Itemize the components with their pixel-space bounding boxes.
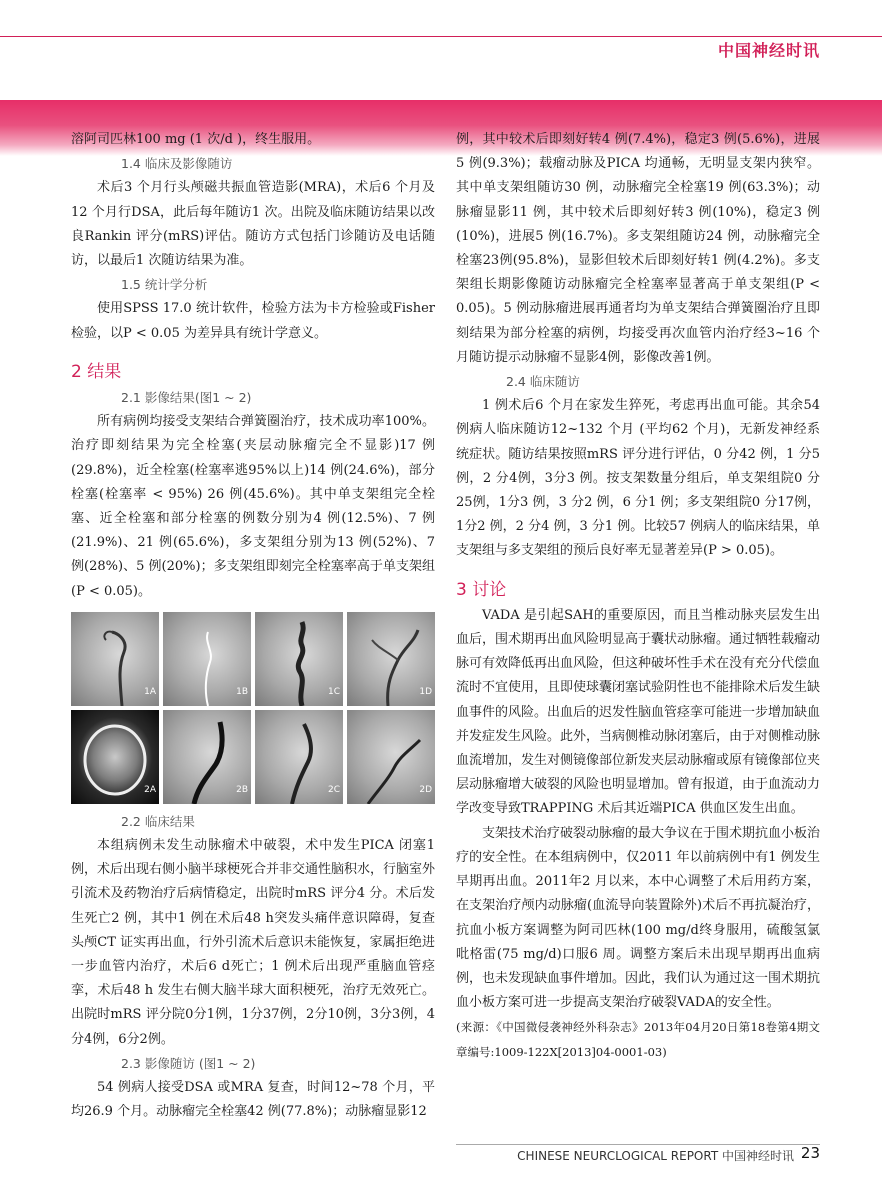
paragraph: 例，其中较术后即刻好转4 例(7.4%)，稳定3 例(5.6%)，进展5 例(9.3%)；载瘤动脉及PICA 均通畅，无明显支架内狭窄。其中单支架组随访30 例，动脉瘤完全栓塞19 例(63.3%)；动脉瘤显影11 例，其中较术后即刻好转3 例(10%)，稳定3 例(10%)，进展5 例(16.7%)。多支架组随访24 例，动脉瘤完全栓塞23例(95.8%)，显影但较术后即刻好转1 例(4.2%)。多支架组长期影像随访动脉瘤完全栓塞率显著高于单支架组(P < 0.05)。5 例动脉瘤进展再通者均为单支架结合弹簧圈治疗且即刻结果为部分栓塞的病例，均接受再次血管内治疗经3~16 个月随访提示动脉瘤不显影4例，影像改善1例。 (456, 132, 820, 365)
paragraph: 1 例术后6 个月在家发生猝死，考虑再出血可能。其余54 例病人临床随访12~132 个月 (平均62 个月)，无新发神经系统症状。随访结果按照mRS 评分进行评估，0 分42 例，1 分5 例，2 分4例，3分3 例。按支架数量分组后，单支架组院0 分25例，1分3 例，3 分2 例，6 分1 例；多支架组院0 分17例，1分2 例，2 分4 例，3 分1 例。比较57 例病人的临床结果，单支架组与多支架组的预后良好率无显著差异(P > 0.05)。 (456, 398, 820, 559)
page-footer (0, 1140, 882, 1170)
angiogram-image (347, 710, 435, 804)
figure-label: 1C (327, 686, 340, 697)
paragraph: VADA 是引起SAH的重要原因，而且当椎动脉夹层发生出血后，围术期再出血风险明显高于囊状动脉瘤。通过牺牲载瘤动脉可有效降低再出血风险，但这种破坏性手术在没有充分代偿血流时不宜使用，且即使球囊闭塞试验阴性也不能排除术后发生缺血事件的风险。出血后的迟发性脑血管痉挛可能进一步增加缺血并发症发生风险。此外，当病侧椎动脉闭塞后，由于对侧椎动脉血流增加，发生对侧镜像部位新发夹层动脉瘤或原有镜像部位夹层动脉瘤增大破裂的风险也明显增加。曾有报道，由于血流动力学改变导致TRAPPING 术后其近端PICA 供血区发生出血。 (456, 607, 821, 817)
paragraph: 溶阿司匹林100 mg (1 次/d )，终生服用。 (71, 132, 321, 147)
figure-label: 1A (144, 686, 156, 697)
angiogram-image (163, 710, 251, 804)
angiogram-image (255, 710, 343, 804)
paragraph: 所有病例均接受支架结合弹簧圈治疗，技术成功率100%。治疗即刻结果为完全栓塞(夹层动脉瘤完全不显影)17 例(29.8%)，近全栓塞(栓塞率逃95%以上)14 例(24.6%)，部分栓塞(栓塞率 < 95%) 26 例(45.6%)。其中单支架组完全栓塞、近全栓塞和部分栓塞的例数分别为4 例(12.5%)、7 例(21.9%)、21 例(65.6%)，多支架组分别为13 例(52%)、7 例(28%)、5 例(20%)；多支架组即刻完全栓塞率高于单支架组(P < 0.05)。 (71, 414, 435, 599)
subheading: 2.1 影像结果(图1 ~ 2) (121, 390, 252, 406)
figure-label: 1B (236, 686, 248, 697)
subheading: 1.5 统计学分析 (121, 277, 208, 293)
footer-rule (456, 1144, 820, 1145)
figure-label: 2B (236, 784, 248, 795)
header-rule (0, 36, 882, 37)
subheading: 2.4 临床随访 (506, 374, 580, 390)
paragraph: 支架技术治疗破裂动脉瘤的最大争议在于围术期抗血小板治疗的安全性。在本组病例中，仅2011 年以前病例中有1 例发生早期再出血。2011年2 月以来，本中心调整了术后用药方案，在支架治疗颅内动脉瘤(血流导向装置除外)术后不再抗凝治疗，抗血小板方案调整为阿司匹林(100 mg/d终身服用，硫酸氢氯吡格雷(75 mg/d)口服6 周。调整方案后未出现早期再出血病例，也未发现缺血事件增加。因此，我们认为通过这一围术期抗血小板方案可进一步提高支架治疗破裂VADA的安全性。 (456, 825, 821, 1011)
figure-label: 2D (419, 784, 432, 795)
section-heading: 3 讨论 (456, 579, 507, 600)
subheading: 2.3 影像随访 (图1 ~ 2) (121, 1055, 256, 1071)
angiogram-image (163, 612, 251, 706)
angiogram-image (255, 612, 343, 706)
left-column (71, 128, 435, 1125)
journal-name: CHINESE NEURCLOGICAL REPORT 中国神经时讯 (517, 1149, 794, 1163)
figure-grid (71, 612, 435, 804)
subheading: 2.2 临床结果 (121, 813, 195, 829)
paragraph: 本组病例未发生动脉瘤术中破裂，术中发生PICA 闭塞1 例，术后出现右侧小脑半球梗死合并非交通性脑积水，行脑室外引流术及药物治疗后病情稳定，出院时mRS 评分4 分。术后发生死亡2 例，其中1 例在术后48 h突发头痛伴意识障碍，复查头颅CT 证实再出血，行外引流术后意识未能恢复，家属拒绝进一步血管内治疗，术后6 d死亡；1 例术后出现严重脑血管痉挛，术后48 h 发生右侧大脑半球大面积梗死，治疗无效死亡。出院时mRS 评分院0分1例，1分37例，2分10例，3分3例，4分4例，6分2例。 (71, 838, 436, 1047)
angiogram-image (71, 612, 159, 706)
right-column (456, 128, 820, 1064)
paragraph: 54 例病人接受DSA 或MRA 复查，时间12~78 个月，平均26.9 个月。动脉瘤完全栓塞42 例(77.8%)；动脉瘤显影12 (71, 1080, 435, 1120)
masthead-title: 中国神经时讯 (717, 41, 820, 60)
section-heading: 2 结果 (71, 361, 122, 382)
subheading: 1.4 临床及影像随访 (121, 156, 233, 172)
figure-label: 1D (419, 686, 432, 697)
ct-scan-image (71, 710, 159, 804)
figure-label: 2A (144, 784, 156, 795)
figure-label: 2C (327, 784, 340, 795)
paragraph: 使用SPSS 17.0 统计软件，检验方法为卡方检验或Fisher 检验，以P < 0.05 为差异具有统计学意义。 (71, 301, 435, 341)
angiogram-image (347, 612, 435, 706)
page-number: 23 (800, 1144, 820, 1162)
paragraph: 术后3 个月行头颅磁共振血管造影(MRA)，术后6 个月及12 个月行DSA，此后每年随访1 次。出院及临床随访结果以改良Rankin 评分(mRS)评估。随访方式包括门诊随访及电话随访，以最后1 次随访结果为准。 (71, 180, 435, 269)
source-citation: (来源：《中国微侵袭神经外科杂志》2013年04月20日第18卷第4期文章编号:1009-122X[2013]04-0001-03) (456, 1020, 820, 1059)
